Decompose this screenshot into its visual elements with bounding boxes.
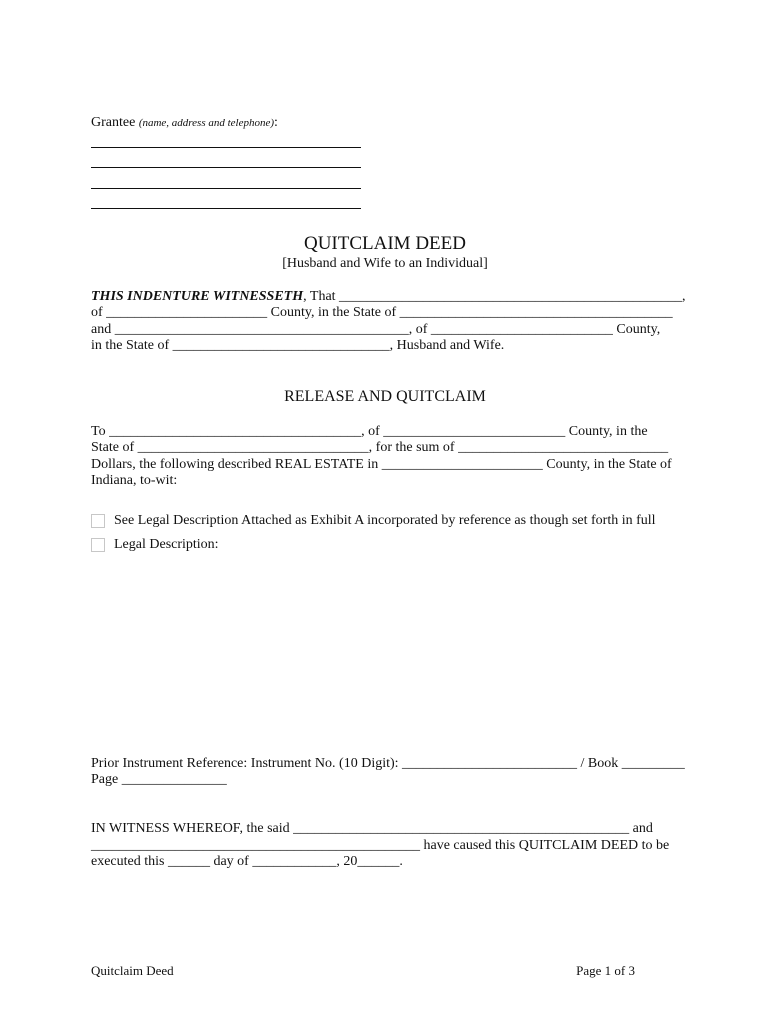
release-line-2: State of _________________________________, for the sum of ______________________________ xyxy=(91,440,669,455)
indenture-lead: THIS INDENTURE WITNESSETH xyxy=(91,289,304,304)
indenture-line-3: and __________________________________________, of __________________________ County, xyxy=(91,322,661,337)
grantee-label: Grantee (name, address and telephone): xyxy=(91,115,278,130)
release-line-4: Indiana, to-wit: xyxy=(91,473,178,488)
indenture-line-2: of _______________________ County, in the State of _______________________________________ xyxy=(91,305,673,320)
footer-document-name: Quitclaim Deed xyxy=(91,963,174,978)
exhibit-a-checkbox[interactable] xyxy=(91,514,105,528)
prior-instrument-line-1: Prior Instrument Reference: Instrument No. (10 Digit): _________________________ / Book _________ xyxy=(91,756,685,771)
document-subtitle: [Husband and Wife to an Individual] xyxy=(282,256,488,271)
witness-line-3: executed this ______ day of ____________, 20______. xyxy=(91,854,403,869)
grantee-line-4[interactable] xyxy=(91,208,361,209)
option-legal-description xyxy=(91,537,219,553)
witness-line-1: IN WITNESS WHEREOF, the said ________________________________________________ and xyxy=(91,821,653,836)
indenture-line-4: in the State of _______________________________, Husband and Wife. xyxy=(91,338,505,353)
prior-instrument-line-2: Page _______________ xyxy=(91,772,227,787)
document-title: QUITCLAIM DEED xyxy=(303,233,466,254)
section-title: RELEASE AND QUITCLAIM xyxy=(284,388,486,405)
legal-description-checkbox[interactable] xyxy=(91,538,105,552)
grantee-line-3[interactable] xyxy=(91,188,361,189)
grantee-line-2[interactable] xyxy=(91,167,361,168)
legal-description-label: Legal Description: xyxy=(114,537,219,552)
footer-page-number: Page 1 of 3 xyxy=(576,963,635,978)
option-exhibit-a xyxy=(91,513,656,529)
grantee-line-1[interactable] xyxy=(91,147,361,148)
grantee-note: (name, address and telephone) xyxy=(138,117,275,129)
witness-line-2: _______________________________________________ have caused this QUITCLAIM DEED to be xyxy=(91,838,670,853)
release-line-3: Dollars, the following described REAL ESTATE in _______________________ County, in the State of xyxy=(91,457,672,472)
exhibit-a-label: See Legal Description Attached as Exhibit A incorporated by reference as though set forth in full xyxy=(114,513,656,528)
indenture-line-1: THIS INDENTURE WITNESSETH, That _________________________________________________, xyxy=(91,289,686,304)
release-line-1: To ____________________________________, of __________________________ County, in the xyxy=(91,424,648,439)
